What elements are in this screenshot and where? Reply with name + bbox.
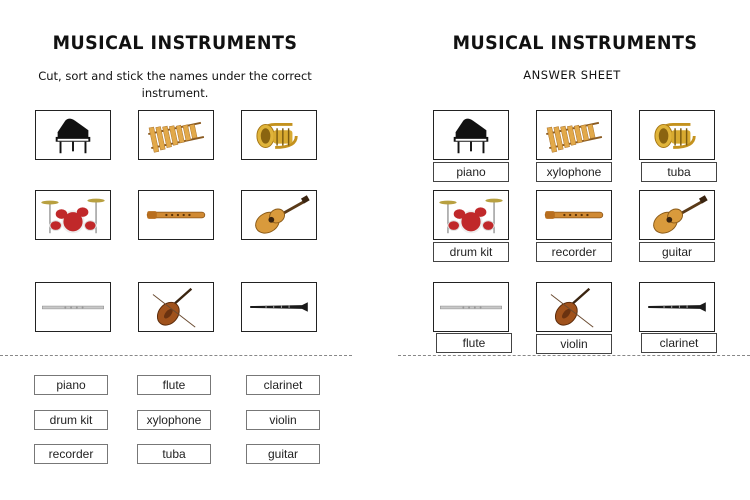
answer-label: clarinet	[641, 333, 717, 353]
recorder-picture	[138, 190, 214, 240]
recorder-icon	[537, 191, 611, 239]
answer-label: drum kit	[433, 242, 509, 262]
xylophone-picture	[536, 110, 612, 160]
recorder-icon	[139, 191, 213, 239]
clarinet-picture	[241, 282, 317, 332]
worksheet-instructions: Cut, sort and stick the names under the correct instrument.	[38, 69, 312, 100]
cut-card[interactable]: violin	[246, 410, 320, 430]
cut-card[interactable]: piano	[34, 375, 108, 395]
violin-picture	[536, 282, 612, 332]
xylophone-icon	[139, 111, 213, 159]
piano-picture	[35, 110, 111, 160]
cut-line-right	[398, 355, 750, 356]
flute-icon	[36, 283, 110, 331]
tuba-icon	[242, 111, 316, 159]
flute-picture	[35, 282, 111, 332]
cut-card[interactable]: recorder	[34, 444, 108, 464]
violin-icon	[139, 283, 213, 331]
xylophone-icon	[537, 111, 611, 159]
clarinet-picture	[639, 282, 715, 332]
drum-kit-icon	[36, 191, 110, 239]
violin-picture	[138, 282, 214, 332]
clarinet-icon	[640, 283, 714, 331]
guitar-picture	[241, 190, 317, 240]
drum-kit-picture	[433, 190, 509, 240]
piano-icon	[434, 111, 508, 159]
answer-label: tuba	[641, 162, 717, 182]
guitar-icon	[640, 191, 714, 239]
drum-kit-picture	[35, 190, 111, 240]
xylophone-picture	[138, 110, 214, 160]
cut-card[interactable]: drum kit	[34, 410, 108, 430]
flute-icon	[434, 283, 508, 331]
guitar-picture	[639, 190, 715, 240]
recorder-picture	[536, 190, 612, 240]
violin-icon	[537, 283, 611, 331]
tuba-icon	[640, 111, 714, 159]
tuba-picture	[639, 110, 715, 160]
drum-kit-icon	[434, 191, 508, 239]
answer-label: guitar	[639, 242, 715, 262]
tuba-picture	[241, 110, 317, 160]
cut-card[interactable]: xylophone	[137, 410, 211, 430]
cut-card[interactable]: guitar	[246, 444, 320, 464]
guitar-icon	[242, 191, 316, 239]
answer-label: recorder	[536, 242, 612, 262]
cut-card[interactable]: clarinet	[246, 375, 320, 395]
clarinet-icon	[242, 283, 316, 331]
piano-picture	[433, 110, 509, 160]
answer-label: xylophone	[536, 162, 612, 182]
piano-icon	[36, 111, 110, 159]
flute-picture	[433, 282, 509, 332]
answer-label: piano	[433, 162, 509, 182]
answer-label: violin	[536, 334, 612, 354]
answer-sheet-subtitle: ANSWER SHEET	[523, 68, 621, 82]
answer-label: flute	[436, 333, 512, 353]
cut-card[interactable]: flute	[137, 375, 211, 395]
worksheet-title: MUSICAL INSTRUMENTS	[52, 32, 298, 54]
cut-line-left	[0, 355, 352, 356]
cut-card[interactable]: tuba	[137, 444, 211, 464]
answer-sheet-title: MUSICAL INSTRUMENTS	[452, 32, 698, 54]
